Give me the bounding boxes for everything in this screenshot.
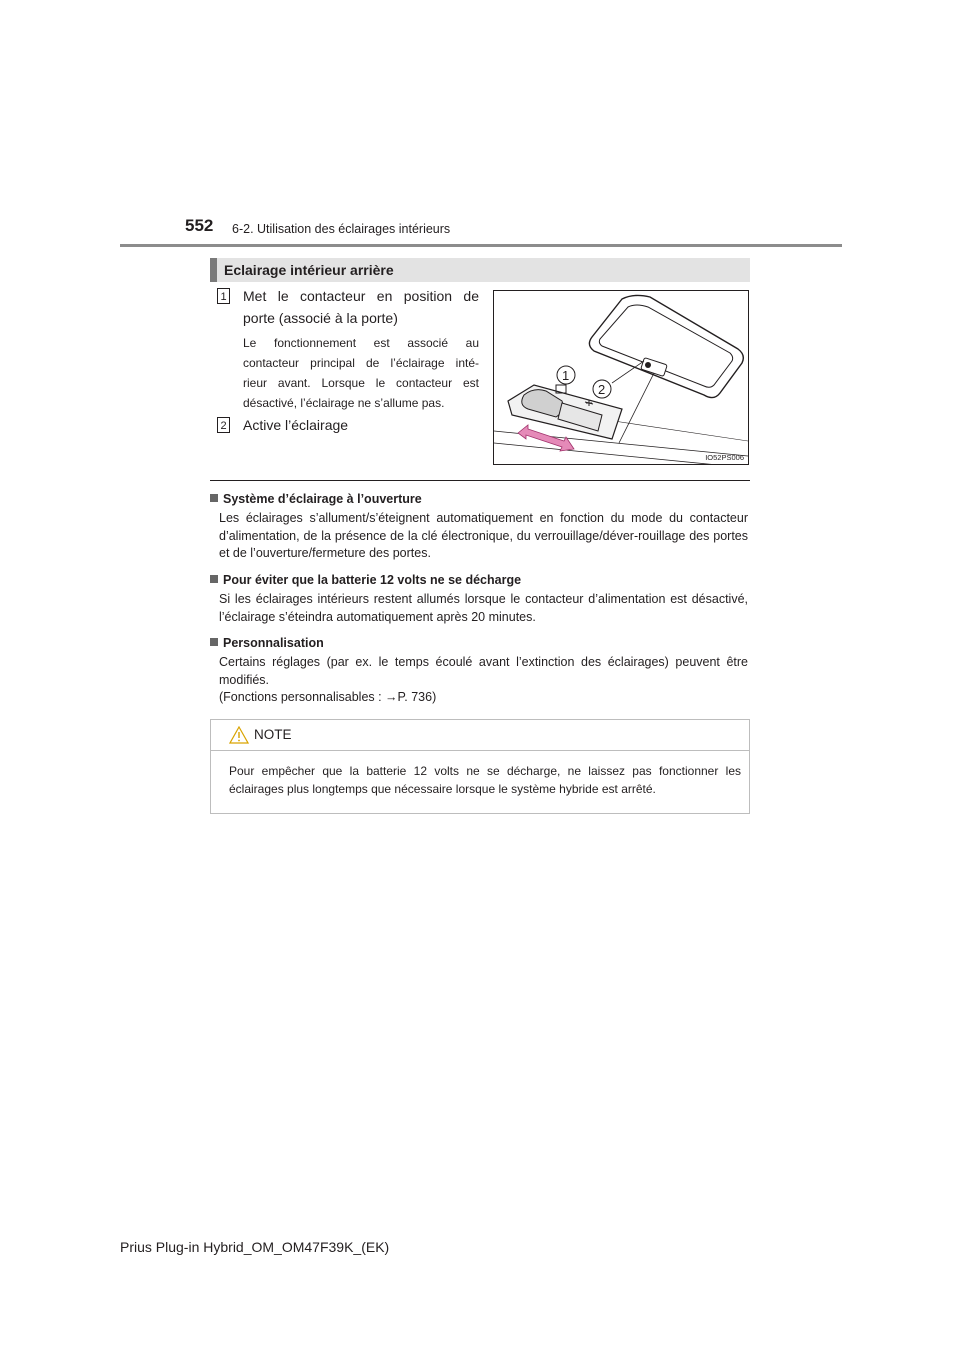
note-body: Si les éclairages intérieurs restent allumés lorsque le contacteur d’alimentation est désactivé, l’éclairage s’éteindra automatiquement après 20 minutes. [219,592,748,624]
item-title: porte (associé à la porte) [243,310,398,326]
headliner-line [614,421,748,441]
note-heading [210,635,748,651]
section-bar-accent [210,258,217,282]
item-description [243,333,479,413]
item-title: Active l’éclairage [243,417,349,433]
page-number: 552 [185,216,214,235]
note-heading-text: Système d’éclairage à l’ouverture [223,492,422,506]
note-block [210,635,748,707]
note-block [210,572,748,626]
figure-code: IO52PS006 [705,453,744,462]
footer-text: Prius Plug-in Hybrid_OM_OM47F39K_(EK) [120,1239,390,1255]
note-body: Certains réglages (par ex. le temps écoulé avant l’extinction des éclairages) peuvent être modifiés. [219,655,748,687]
square-bullet-icon [210,494,218,502]
note-heading [210,491,748,507]
running-head: 6-2. Utilisation des éclairages intérieurs [232,222,451,236]
note-heading-text: Personnalisation [223,636,324,650]
leader-line [619,373,654,443]
square-bullet-icon [210,638,218,646]
item-description-line: rieur avant. Lorsque le contacteur est [243,376,479,390]
item-description-line: contacteur principal de l’éclairage inté- [243,356,479,370]
slide-arrow [518,425,574,451]
item-number-badge: 2 [217,417,230,433]
note-box-header [211,720,749,751]
note-box-text: Pour empêcher que la batterie 12 volts ne se décharge, ne laissez pas fonctionner les éclairages plus longtemps que nécessaire lorsque le système hybride est arrêté. [229,764,741,796]
square-bullet-icon [210,575,218,583]
note-box-label: NOTE [254,727,292,742]
note-body: (Fonctions personnalisables : →P. 736) [219,690,437,704]
item-number-badge: 1 [217,288,230,304]
section-title: Eclairage intérieur arrière [224,262,394,278]
header-rule [120,244,842,247]
note-block [210,491,748,563]
item-description-line: désactivé, l’éclairage ne s’allume pas. [243,396,445,410]
callout-number: 2 [598,382,606,397]
item-title: Met le contacteur en position de [243,288,479,304]
divider [210,480,750,481]
interior-light-illustration [494,291,748,464]
small-switch-knob [645,362,651,368]
note-body: Les éclairages s’allument/s’éteignent automatiquement en fonction du mode du contacteur d’alimentation, de la présence de la clé électronique, du verrouillage/déver-rouillage des portes et de l’ouverture/fermeture des portes. [219,511,748,560]
illustration-figure [493,290,749,465]
note-heading [210,572,748,588]
callout-number: 1 [562,368,570,383]
item-description-line: Le fonctionnement est associé au [243,336,479,350]
note-heading-text: Pour éviter que la batterie 12 volts ne se décharge [223,573,522,587]
warning-triangle-icon [229,726,249,744]
note-box [210,719,750,814]
section-bar [210,258,750,282]
